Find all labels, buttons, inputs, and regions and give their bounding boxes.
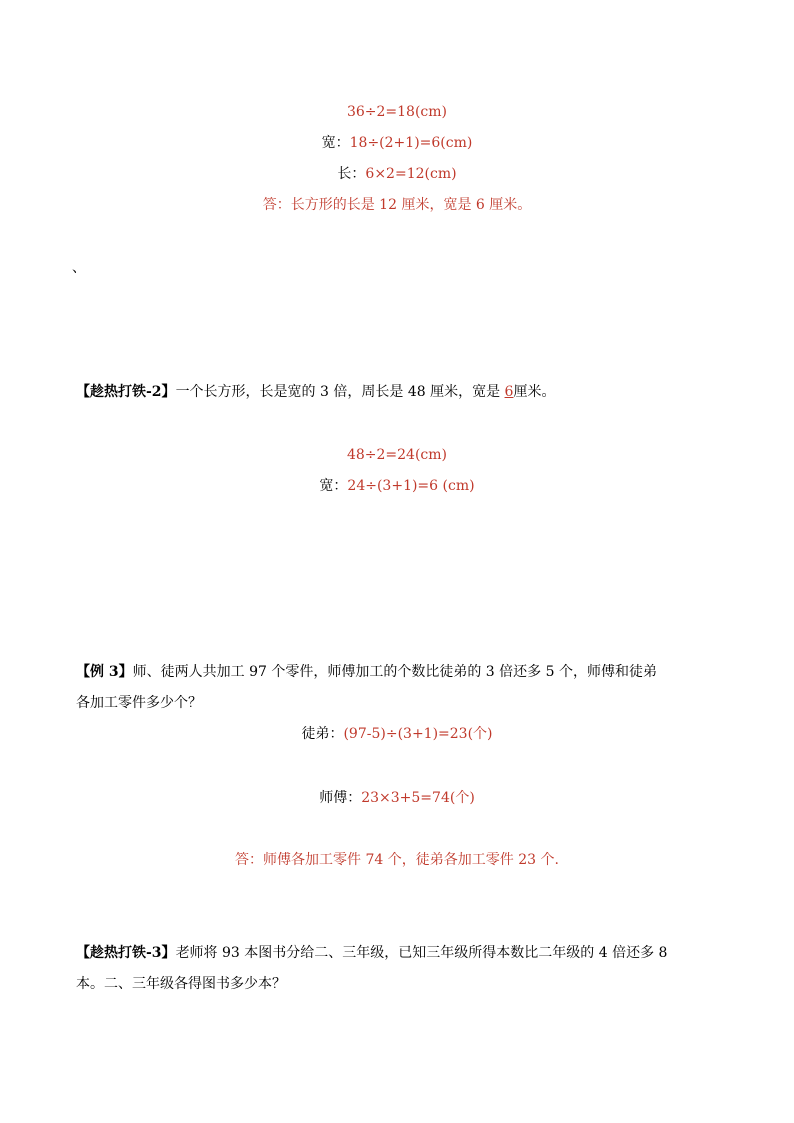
example-3-line2: 各加工零件多少个？ bbox=[76, 695, 202, 711]
sol1-line3-label: 长： bbox=[337, 166, 366, 182]
problem-2 bbox=[76, 382, 555, 402]
ex3-answer-master: 74 bbox=[365, 852, 384, 868]
problem-3-text: 老师将 93 本图书分给二、三年级，已知三年级所得本数比二年级的 4 倍还多 8 bbox=[175, 945, 668, 961]
sol1-answer bbox=[0, 195, 794, 215]
problem-2-tag: 【趁热打铁-2】 bbox=[76, 384, 176, 400]
example-3-tag: 【例 3】 bbox=[76, 664, 133, 680]
stray-mark: 、 bbox=[72, 260, 86, 276]
problem-2-text: 一个长方形，长是宽的 3 倍，周长是 48 厘米，宽是 bbox=[175, 384, 505, 400]
problem-2-text-end: 厘米。 bbox=[513, 384, 556, 400]
sol1-answer-width: 6 bbox=[475, 197, 485, 213]
problem-3-line1 bbox=[76, 943, 667, 963]
ex3-answer bbox=[0, 850, 794, 870]
ex3-master bbox=[0, 788, 794, 808]
p2-line1: 48÷2=24(cm) bbox=[346, 447, 448, 463]
sol1-line2-label: 宽： bbox=[321, 135, 350, 151]
sol1-line1: 36÷2=18(cm) bbox=[346, 104, 448, 120]
example-3-text: 师、徒两人共加工 97 个零件，师傅加工的个数比徒弟的 3 倍还多 5 个，师傅和徒弟 bbox=[132, 664, 657, 680]
sol1-answer-text: 厘米，宽是 bbox=[397, 197, 476, 213]
p2-line2-label: 宽： bbox=[319, 478, 348, 494]
sol1-line3 bbox=[0, 164, 794, 184]
ex3-apprentice-label: 徒弟： bbox=[301, 726, 344, 742]
sol1-answer-length: 12 bbox=[379, 197, 397, 213]
ex3-master-value: 23×3+5=74(个) bbox=[361, 790, 475, 806]
ex3-apprentice bbox=[0, 724, 794, 744]
sol1-line2-value: 18÷(2+1)=6(cm) bbox=[349, 135, 473, 151]
sol1-answer-text: 答：长方形的长是 bbox=[262, 197, 380, 213]
ex3-answer-apprentice: 23 bbox=[518, 852, 537, 868]
ex3-answer-text: 个，徒弟各加工零件 bbox=[383, 852, 519, 868]
sol1-line2 bbox=[0, 133, 794, 153]
example-3-line1 bbox=[76, 662, 657, 682]
p2-line2-value: 24÷(3+1)=6 (cm) bbox=[347, 478, 475, 494]
ex3-apprentice-value: (97-5)÷(3+1)=23(个) bbox=[343, 726, 493, 742]
problem-3-tag: 【趁热打铁-3】 bbox=[76, 945, 176, 961]
ex3-answer-text: 个. bbox=[536, 852, 559, 868]
sol1-answer-text: 厘米。 bbox=[484, 197, 532, 213]
problem-3-line2: 本。二、三年级各得图书多少本？ bbox=[76, 976, 286, 992]
sol1-line3-value: 6×2=12(cm) bbox=[365, 166, 457, 182]
ex3-master-label: 师傅： bbox=[319, 790, 362, 806]
p2-line2 bbox=[0, 476, 794, 496]
ex3-answer-text: 答：师傅各加工零件 bbox=[235, 852, 366, 868]
problem-2-blank: 6 bbox=[504, 384, 514, 400]
